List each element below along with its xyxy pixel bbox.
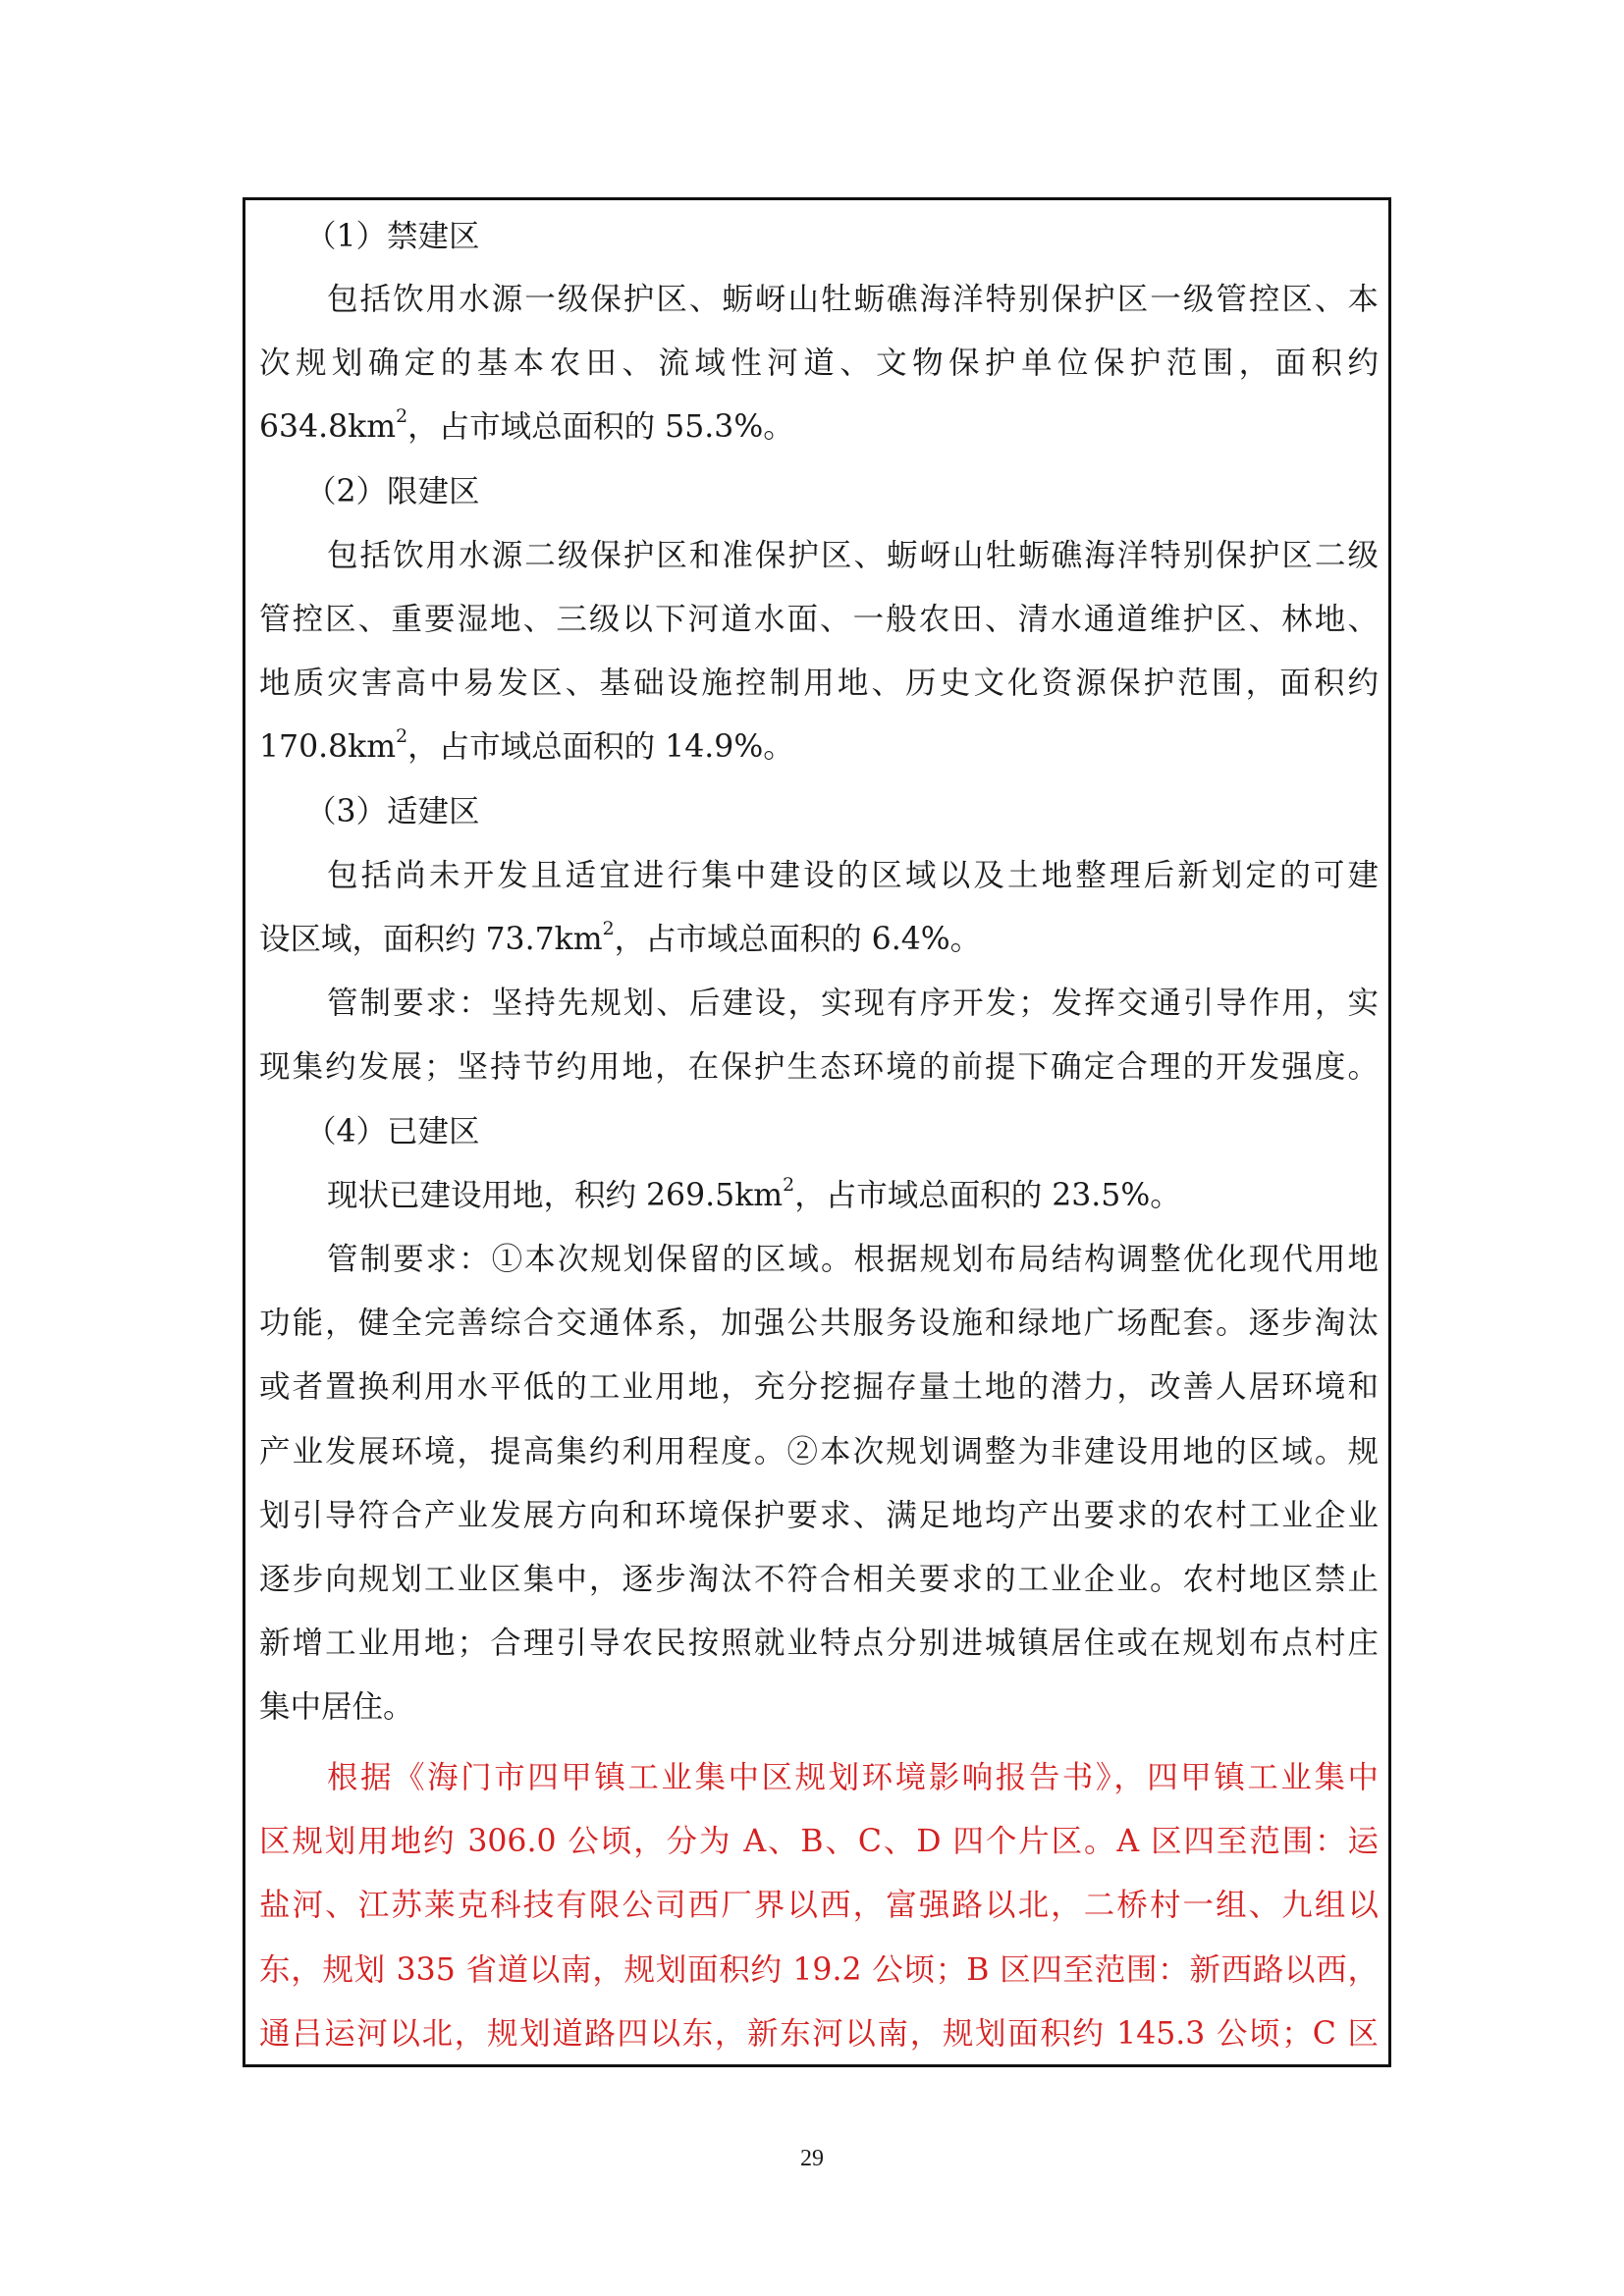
text-line: 地质灾害高中易发区、基础设施控制用地、历史文化资源保护范围，面积约: [259, 666, 1379, 701]
text-line: 现集约发展；坚持节约用地，在保护生态环境的前提下确定合理的开发强度。: [259, 1049, 1379, 1085]
text-line: 管制要求：坚持先规划、后建设，实现有序开发；发挥交通引导作用，实: [327, 986, 1379, 1021]
text-line: 现状已建设用地，积约 $269.5km^2$，占市域总面积的 23.5%。: [327, 1173, 1181, 1213]
text-line: 包括饮用水源二级保护区和准保护区、蛎岈山牡蛎礁海洋特别保护区二级: [327, 538, 1379, 573]
heading-restricted-zone: （2）限建区: [305, 474, 480, 509]
text-line: 次规划确定的基本农田、流域性河道、文物保护单位保护范围，面积约: [259, 346, 1379, 381]
text-line: 划引导符合产业发展方向和环境保护要求、满足地均产出要求的农村工业企业: [259, 1498, 1379, 1533]
heading-forbidden-zone: （1）禁建区: [305, 219, 480, 254]
highlighted-text-line: 东，规划 335 省道以南，规划面积约 19.2 公顷；B 区四至范围：新西路以西，: [259, 1952, 1379, 1988]
text-line: 设区域，面积约 $73.7km^2$，占市域总面积的 6.4%。: [259, 917, 982, 957]
highlighted-text-line: 盐河、江苏莱克科技有限公司西厂界以西，富强路以北，二桥村一组、九组以: [259, 1888, 1379, 1923]
text-line: $170.8km^2$，占市域总面积的 14.9%。: [259, 724, 794, 765]
page-number: 29: [800, 2146, 824, 2171]
heading-suitable-zone: （3）适建区: [305, 794, 480, 829]
highlighted-text-line: 通吕运河以北，规划道路四以东，新东河以南，规划面积约 145.3 公顷；C 区: [259, 2016, 1379, 2052]
text-line: 产业发展环境，提高集约利用程度。②本次规划调整为非建设用地的区域。规: [259, 1434, 1379, 1469]
text-line: 功能，健全完善综合交通体系，加强公共服务设施和绿地广场配套。逐步淘汰: [259, 1306, 1379, 1341]
heading-built-zone: （4）已建区: [305, 1114, 480, 1149]
text-line: 或者置换利用水平低的工业用地，充分挖掘存量土地的潜力，改善人居环境和: [259, 1369, 1379, 1405]
text-line: 逐步向规划工业区集中，逐步淘汰不符合相关要求的工业企业。农村地区禁止: [259, 1562, 1379, 1597]
text-line: 新增工业用地；合理引导农民按照就业特点分别进城镇居住或在规划布点村庄: [259, 1626, 1379, 1661]
highlighted-text-line: 区规划用地约 306.0 公顷，分为 A、B、C、D 四个片区。A 区四至范围：运: [259, 1824, 1379, 1859]
text-line: $634.8km^2$，占市域总面积的 55.3%。: [259, 404, 794, 445]
text-line: 包括尚未开发且适宜进行集中建设的区域以及土地整理后新划定的可建: [327, 858, 1379, 893]
text-line: 包括饮用水源一级保护区、蛎岈山牡蛎礁海洋特别保护区一级管控区、本: [327, 282, 1379, 317]
text-line: 管控区、重要湿地、三级以下河道水面、一般农田、清水通道维护区、林地、: [259, 602, 1379, 637]
highlighted-text-line: 根据《海门市四甲镇工业集中区规划环境影响报告书》，四甲镇工业集中: [327, 1760, 1379, 1795]
text-line: 集中居住。: [259, 1689, 414, 1725]
text-line: 管制要求：①本次规划保留的区域。根据规划布局结构调整优化现代用地: [327, 1242, 1379, 1277]
